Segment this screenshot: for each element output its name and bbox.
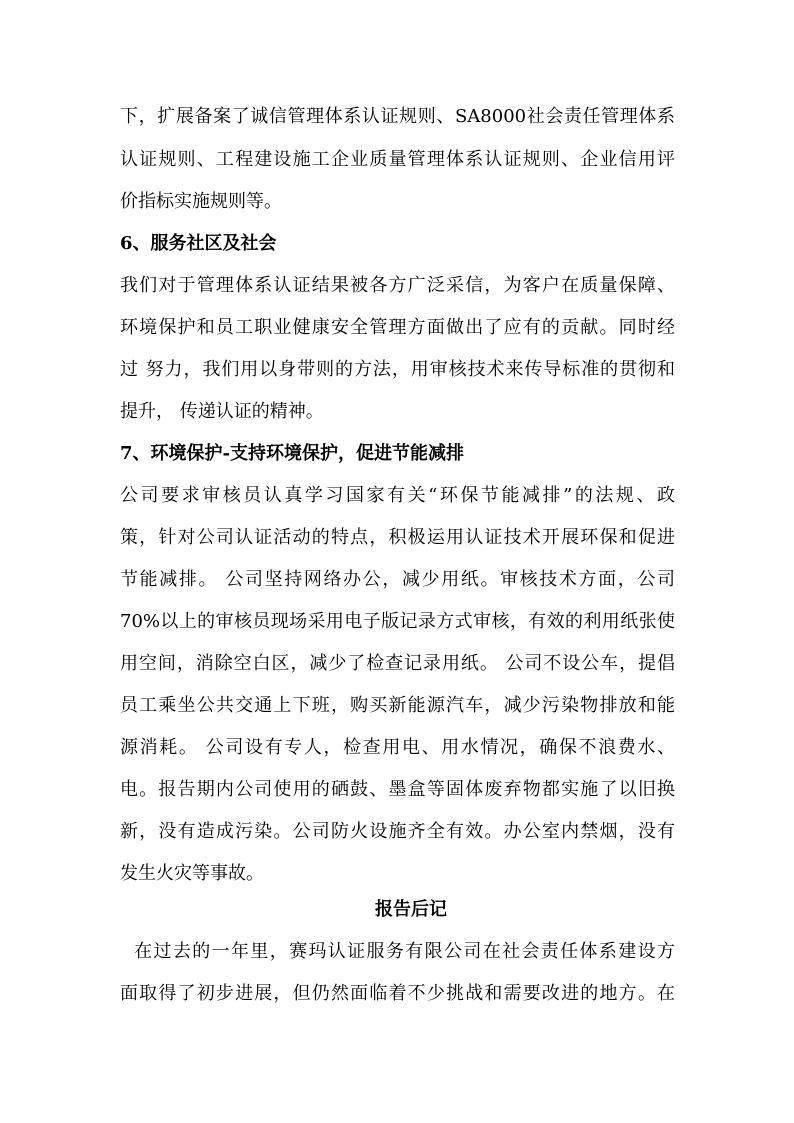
paragraph-line: 节能减排。 公司坚持网络办公，减少用纸。审核技术方面，公司 xyxy=(120,569,675,590)
paragraph-line: 我们对于管理体系认证结果被各方广泛采信，为客户在质量保障、 xyxy=(120,275,675,296)
paragraph-line: 提升， 传递认证的精神。 xyxy=(120,401,324,422)
section-title: 报告后记 xyxy=(375,899,447,920)
paragraph-line: 认证规则、工程建设施工企业质量管理体系认证规则、企业信用评 xyxy=(120,149,675,170)
paragraph-line: 源消耗。 公司设有专人，检查用电、用水情况，确保不浪费水、 xyxy=(120,737,675,758)
paragraph-line: 在过去的一年里，赛玛认证服务有限公司在社会责任体系建设方 xyxy=(120,941,675,962)
section-heading: 6、服务社区及社会 xyxy=(120,233,277,254)
paragraph-line: 下，扩展备案了诚信管理体系认证规则、SA8000社会责任管理体系 xyxy=(120,106,675,127)
paragraph-line: 公司要求审核员认真学习国家有关“环保节能减排”的法规、政 xyxy=(120,485,675,506)
section-heading: 7、环境保护-支持环境保护，促进节能减排 xyxy=(120,443,464,464)
paragraph-line: 面取得了初步进展，但仍然面临着不少挑战和需要改进的地方。在 xyxy=(120,983,675,1004)
paragraph-line: 70%以上的审核员现场采用电子版记录方式审核，有效的利用纸张使 xyxy=(120,611,675,632)
paragraph-line: 策，针对公司认证活动的特点，积极运用认证技术开展环保和促进 xyxy=(120,527,675,548)
paragraph-line: 新，没有造成污染。公司防火设施齐全有效。办公室内禁烟，没有 xyxy=(120,821,675,842)
paragraph-line: 电。报告期内公司使用的硒鼓、墨盒等固体废弃物都实施了以旧换 xyxy=(120,779,675,800)
paragraph-line: 价指标实施规则等。 xyxy=(120,191,282,212)
paragraph-line: 员工乘坐公共交通上下班，购买新能源汽车，减少污染物排放和能 xyxy=(120,695,675,716)
paragraph-line: 过 努力，我们用以身带则的方法，用审核技术来传导标准的贯彻和 xyxy=(120,359,675,380)
paragraph-line: 发生火灾等事故。 xyxy=(120,863,264,884)
paragraph-line: 用空间，消除空白区，减少了检查记录用纸。 公司不设公车，提倡 xyxy=(120,653,675,674)
paragraph-line: 环境保护和员工职业健康安全管理方面做出了应有的贡献。同时经 xyxy=(120,317,675,338)
